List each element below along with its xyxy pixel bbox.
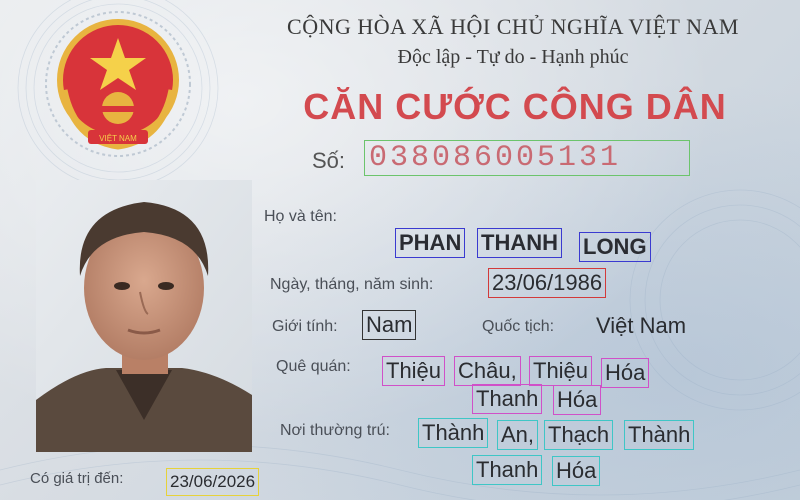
document-title: CĂN CƯỚC CÔNG DÂN	[303, 86, 727, 127]
hometown-word: Thanh	[472, 384, 542, 414]
residence-word: Thanh	[472, 455, 542, 485]
nationality-label: Quốc tịch:	[482, 318, 555, 335]
portrait-photo	[36, 180, 252, 452]
hometown-word: Châu,	[454, 356, 521, 386]
full-name-word: PHAN	[395, 228, 465, 258]
full-name-label: Họ và tên:	[264, 208, 337, 225]
expiry-label: Có giá trị đến:	[30, 470, 124, 487]
national-motto: Độc lập - Tự do - Hạnh phúc	[397, 46, 629, 68]
residence-word: Thành	[418, 418, 488, 448]
residence-label: Nơi thường trú:	[280, 422, 390, 439]
residence-word: Hóa	[552, 456, 600, 486]
id-number-label: Số:	[312, 148, 346, 173]
residence-word: Thạch	[544, 420, 613, 450]
hometown-word: Thiệu	[529, 356, 592, 386]
sex-label: Giới tính:	[272, 318, 338, 335]
full-name-word: THANH	[477, 228, 562, 258]
hometown-word: Hóa	[553, 385, 601, 415]
country-name: CỘNG HÒA XÃ HỘI CHỦ NGHĨA VIỆT NAM	[287, 14, 739, 39]
full-name-word: LONG	[579, 232, 651, 262]
hometown-label: Quê quán:	[276, 358, 351, 375]
nationality-value: Việt Nam	[596, 313, 687, 338]
id-number-value: 038086005131	[364, 140, 690, 176]
emblem-ribbon-text: VIỆT NAM	[99, 134, 137, 143]
hometown-word: Thiệu	[382, 356, 445, 386]
dob-value: 23/06/1986	[488, 268, 606, 298]
sex-value: Nam	[362, 310, 416, 340]
expiry-value: 23/06/2026	[166, 468, 259, 496]
residence-word: Thành	[624, 420, 694, 450]
national-emblem-icon	[24, 10, 212, 160]
dob-label: Ngày, tháng, năm sinh:	[270, 276, 434, 293]
residence-word: An,	[497, 420, 538, 450]
hometown-word: Hóa	[601, 358, 649, 388]
